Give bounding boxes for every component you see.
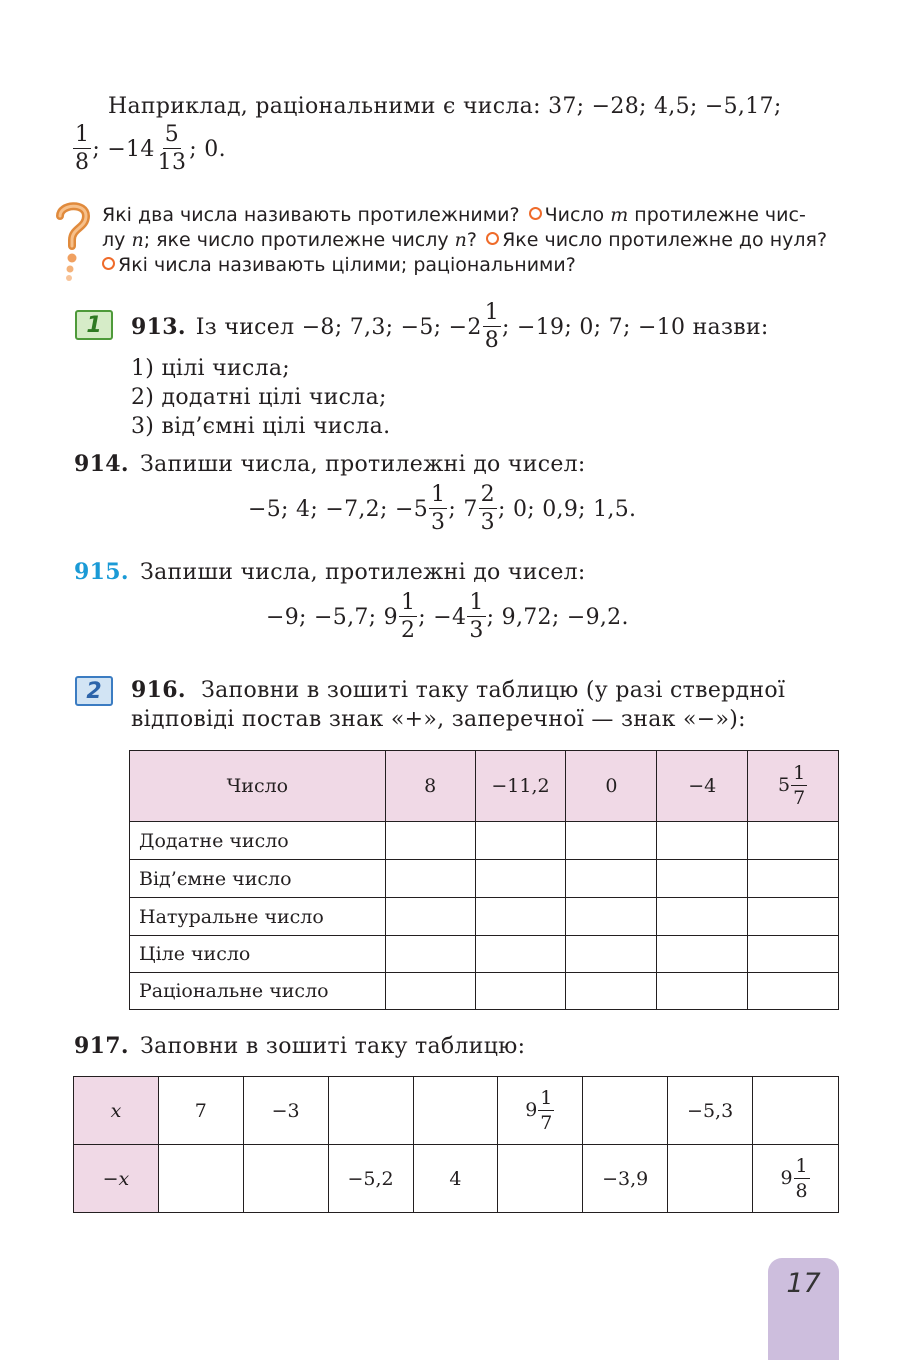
table-cell xyxy=(566,822,657,860)
page-number-tab xyxy=(768,1258,839,1360)
table-row xyxy=(130,822,839,860)
exercise-915-expression: −9; −5,7; 9 $\frac{1}{2}$ ; −4 $\frac{1}{3}$ ; 9,72; −9,2. xyxy=(266,590,629,643)
table-cell xyxy=(385,973,475,1010)
table-cell: −3 xyxy=(243,1077,328,1145)
fraction-one-eighth: $\frac{1}{8}$ xyxy=(75,122,90,175)
header-cell: 0 xyxy=(566,751,657,822)
table-cell xyxy=(475,822,566,860)
exercise-913: 913. Із чисел −8; 7,3; −5; −2 $\frac{1}{8}$ ; −19; 0; 7; −10 назви: xyxy=(131,300,769,353)
table-cell: 9 $\frac{1}{8}$ xyxy=(753,1145,839,1213)
fraction: $\frac{1}{7}$ xyxy=(793,762,806,809)
level-1-badge: 1 xyxy=(75,310,113,340)
fraction: $\frac{1}{2}$ xyxy=(400,590,416,643)
exercise-number: 914. xyxy=(74,451,129,477)
exercise-914: 914. Запиши числа, протилежні до чисел: xyxy=(74,451,586,477)
table-cell xyxy=(657,973,748,1010)
table-cell xyxy=(385,898,475,936)
intro-line-2: $\frac{1}{8}$ ; −14 $\frac{5}{13}$ ; 0. xyxy=(75,122,226,175)
list-item: 2) додатні цілі числа; xyxy=(131,385,387,410)
fraction-five-thirteenths: $\frac{5}{13}$ xyxy=(157,122,187,175)
exercise-914-expression: −5; 4; −7,2; −5 $\frac{1}{3}$ ; 7 $\frac{2}{3}$ ; 0; 0,9; 1,5. xyxy=(248,482,637,535)
table-cell xyxy=(566,898,657,936)
table-cell xyxy=(566,973,657,1010)
table-916 xyxy=(129,750,839,1010)
table-cell xyxy=(328,1077,413,1145)
row-label: Раціональне число xyxy=(130,973,386,1010)
question-line-3: Які числа називають цілими; раціональними? xyxy=(102,253,827,278)
table-row-x xyxy=(74,1077,839,1145)
question-line-1: Які два числа називають протилежними? Число m протилежне чис- xyxy=(102,204,806,226)
table-cell xyxy=(498,1145,583,1213)
table-cell xyxy=(657,822,748,860)
header-cell: −11,2 xyxy=(475,751,566,822)
table-cell: 9 $\frac{1}{7}$ xyxy=(498,1077,583,1145)
exercise-916-line-1: 916. Заповни в зошиті таку таблицю (у разі ствердної xyxy=(131,677,786,703)
exercise-916 xyxy=(131,676,785,734)
bullet-circle-icon xyxy=(102,257,115,270)
table-cell xyxy=(657,898,748,936)
question-mark-icon xyxy=(52,198,94,284)
exercise-913-items xyxy=(131,354,390,441)
bullet-circle-icon xyxy=(529,207,542,220)
fraction: $\frac{1}{3}$ xyxy=(469,590,484,643)
table-cell xyxy=(385,822,475,860)
header-cell: 8 xyxy=(385,751,475,822)
list-item: 3) від’ємні цілі числа. xyxy=(131,414,391,439)
fraction: $\frac{1}{7}$ xyxy=(540,1086,553,1134)
exercise-number: 915. xyxy=(74,559,129,585)
table-cell: −5,2 xyxy=(328,1145,413,1213)
fraction: $\frac{1}{8}$ xyxy=(795,1154,808,1202)
table-row xyxy=(130,860,839,898)
table-cell xyxy=(748,898,839,936)
table-cell xyxy=(748,860,839,898)
exercise-916-line-2: відповіді постав знак «+», заперечної — знак «−»): xyxy=(131,707,746,732)
exercise-number: 916. xyxy=(131,677,186,703)
table-cell xyxy=(566,860,657,898)
row-label: Від’ємне число xyxy=(130,860,386,898)
header-cell: 5 $\frac{1}{7}$ xyxy=(748,751,839,822)
table-cell: 4 xyxy=(413,1145,498,1213)
table-cell xyxy=(657,860,748,898)
table-cell xyxy=(158,1145,243,1213)
table-cell xyxy=(566,936,657,973)
table-cell xyxy=(385,936,475,973)
table-917 xyxy=(73,1076,839,1213)
header-cell: Число xyxy=(130,751,386,822)
page-number: 17 xyxy=(786,1268,821,1299)
table-row-neg-x xyxy=(74,1145,839,1213)
table-cell: −3,9 xyxy=(583,1145,668,1213)
fraction-one-eighth: $\frac{1}{8}$ xyxy=(484,300,500,353)
exercise-917: 917. Заповни в зошиті таку таблицю: xyxy=(74,1033,526,1059)
table-cell xyxy=(748,822,839,860)
table-header-row xyxy=(130,751,839,822)
header-cell: −4 xyxy=(657,751,748,822)
table-cell xyxy=(583,1077,668,1145)
table-row xyxy=(130,898,839,936)
list-item: 1) цілі числа; xyxy=(131,356,290,381)
fraction: $\frac{1}{3}$ xyxy=(431,482,446,535)
table-cell xyxy=(668,1145,753,1213)
table-cell xyxy=(475,936,566,973)
table-row xyxy=(130,936,839,973)
table-row xyxy=(130,973,839,1010)
question-line-2: лу n; яке число протилежне числу n? Яке число протилежне до нуля? xyxy=(102,229,828,251)
table-cell xyxy=(413,1077,498,1145)
level-2-badge: 2 xyxy=(75,676,113,706)
exercise-number: 913. xyxy=(131,314,186,340)
row-label: Ціле число xyxy=(130,936,386,973)
intro-line-1 xyxy=(108,94,782,119)
row-label: x xyxy=(74,1077,159,1145)
table-cell xyxy=(748,973,839,1010)
table-cell xyxy=(748,936,839,973)
exercise-915: 915. Запиши числа, протилежні до чисел: xyxy=(74,559,586,585)
table-cell xyxy=(243,1145,328,1213)
table-cell xyxy=(657,936,748,973)
bullet-circle-icon xyxy=(486,232,499,245)
row-label: Натуральне число xyxy=(130,898,386,936)
table-cell xyxy=(475,860,566,898)
table-cell: −5,3 xyxy=(668,1077,753,1145)
table-cell xyxy=(753,1077,839,1145)
table-cell xyxy=(385,860,475,898)
fraction: $\frac{2}{3}$ xyxy=(480,482,495,535)
row-label: −x xyxy=(74,1145,159,1213)
review-questions xyxy=(102,203,827,278)
table-cell xyxy=(475,898,566,936)
table-cell: 7 xyxy=(158,1077,243,1145)
table-cell xyxy=(475,973,566,1010)
intro-text: Наприклад, раціональними є числа: 37; −28; 4,5; −5,17; xyxy=(108,94,782,119)
row-label: Додатне число xyxy=(130,822,386,860)
exercise-number: 917. xyxy=(74,1033,129,1059)
